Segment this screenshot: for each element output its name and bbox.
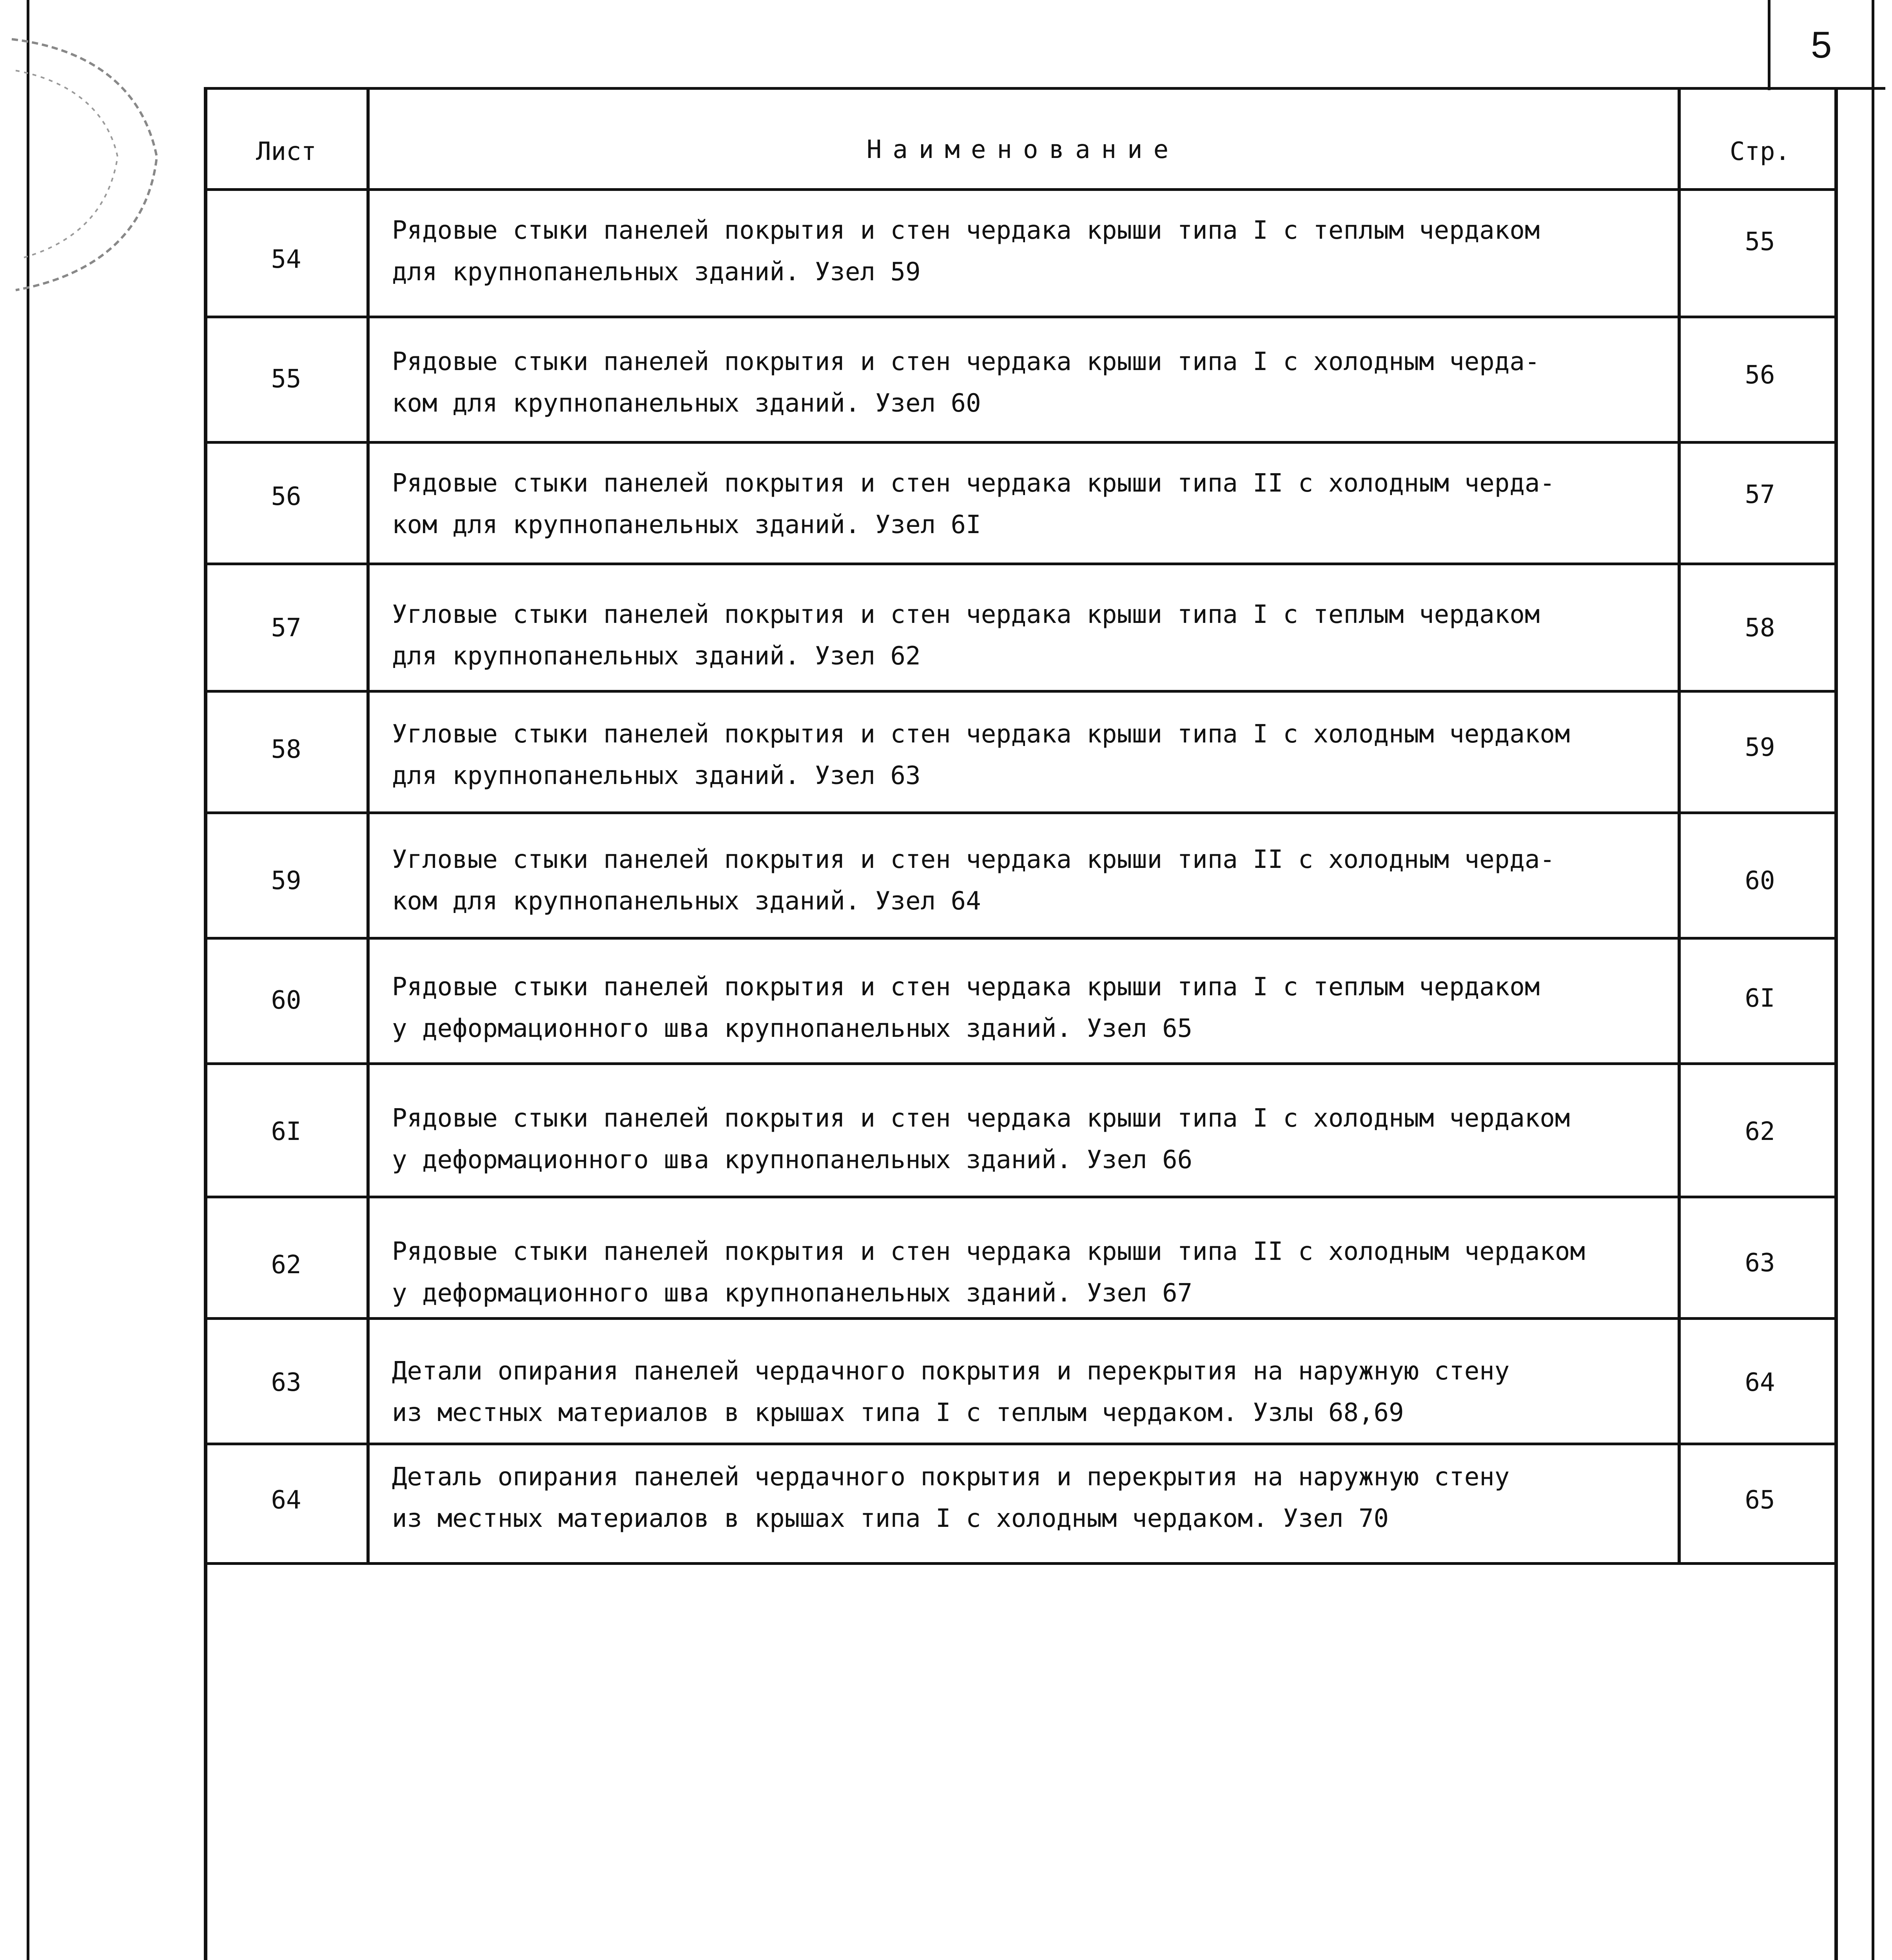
row-title: Угловые стыки панелей покрытия и стен чердака крыши типа II с холодным черда- ком для крупнопанельных зданий. Узел 64 — [392, 845, 1555, 916]
row-page-number: 55 — [1745, 227, 1775, 256]
frame-top — [204, 87, 1885, 90]
row-separator — [204, 441, 1838, 444]
row-separator — [204, 937, 1838, 940]
row-sheet-number: 56 — [271, 482, 301, 511]
row-sheet-number: 62 — [271, 1250, 301, 1279]
row-title: Рядовые стыки панелей покрытия и стен чердака крыши типа II с холодным черда- ком для крупнопанельных зданий. Узел 6I — [392, 469, 1555, 539]
row-title: Детали опирания панелей чердачного покрытия и перекрытия на наружную стену из местных материалов в крышах типа I с теплым чердаком. Узлы 68,69 — [392, 1357, 1510, 1427]
row-title: Угловые стыки панелей покрытия и стен чердака крыши типа I с теплым чердаком для крупнопанельных зданий. Узел 62 — [392, 600, 1540, 671]
row-page-number: 57 — [1745, 480, 1775, 509]
row-separator — [204, 316, 1838, 318]
row-page-number: 58 — [1745, 613, 1775, 642]
row-separator — [204, 1196, 1838, 1198]
name-col-left — [366, 87, 370, 1565]
row-page-number: 65 — [1745, 1486, 1775, 1515]
header-sheet: Лист — [256, 137, 317, 166]
row-title: Рядовые стыки панелей покрытия и стен чердака крыши типа II с холодным чердаком у деформационного шва крупнопанельных зданий. Узел 67 — [392, 1237, 1585, 1308]
header-bottom-line — [204, 188, 1838, 191]
row-sheet-number: 55 — [271, 365, 301, 394]
row-separator — [204, 811, 1838, 814]
row-title: Угловые стыки панелей покрытия и стен чердака крыши типа I с холодным чердаком для крупнопанельных зданий. Узел 63 — [392, 720, 1570, 790]
row-page-number: 64 — [1745, 1368, 1775, 1397]
row-title: Деталь опирания панелей чердачного покрытия и перекрытия на наружную стену из местных материалов в крышах типа I с холодным чердаком. Узел 70 — [392, 1463, 1510, 1533]
row-page-number: 56 — [1745, 361, 1775, 390]
row-page-number: 59 — [1745, 733, 1775, 762]
row-separator — [204, 690, 1838, 693]
row-separator — [204, 1562, 1838, 1565]
header-name: Наименование — [866, 135, 1180, 164]
row-separator — [204, 1062, 1838, 1065]
round-stamp-image — [0, 24, 165, 298]
row-separator — [204, 1317, 1838, 1320]
row-sheet-number: 60 — [271, 986, 301, 1015]
row-title: Рядовые стыки панелей покрытия и стен чердака крыши типа I с холодным чердаком у деформационного шва крупнопанельных зданий. Узел 66 — [392, 1104, 1570, 1174]
frame-top-right — [1768, 0, 1770, 90]
frame-right — [1872, 0, 1874, 1960]
row-title: Рядовые стыки панелей покрытия и стен чердака крыши типа I с теплым чердаком для крупнопанельных зданий. Узел 59 — [392, 216, 1540, 287]
row-separator — [204, 563, 1838, 565]
row-title: Рядовые стыки панелей покрытия и стен чердака крыши типа I с холодным черда- ком для крупнопанельных зданий. Узел 60 — [392, 347, 1540, 418]
row-sheet-number: 63 — [271, 1368, 301, 1397]
row-separator — [204, 1443, 1838, 1445]
row-title: Рядовые стыки панелей покрытия и стен чердака крыши типа I с теплым чердаком у деформационного шва крупнопанельных зданий. Узел 65 — [392, 973, 1540, 1043]
row-sheet-number: 58 — [271, 735, 301, 764]
row-page-number: 62 — [1745, 1117, 1775, 1146]
row-sheet-number: 6I — [271, 1117, 301, 1146]
table-left-border — [204, 87, 207, 1960]
row-page-number: 6I — [1745, 984, 1775, 1013]
row-sheet-number: 57 — [271, 613, 301, 642]
row-sheet-number: 64 — [271, 1486, 301, 1515]
row-sheet-number: 59 — [271, 866, 301, 895]
row-page-number: 60 — [1745, 866, 1775, 895]
header-page: Стр. — [1729, 137, 1790, 166]
row-page-number: 63 — [1745, 1249, 1775, 1278]
name-col-right — [1678, 87, 1681, 1565]
page-corner-number: 5 — [1811, 24, 1832, 66]
row-sheet-number: 54 — [271, 245, 301, 274]
